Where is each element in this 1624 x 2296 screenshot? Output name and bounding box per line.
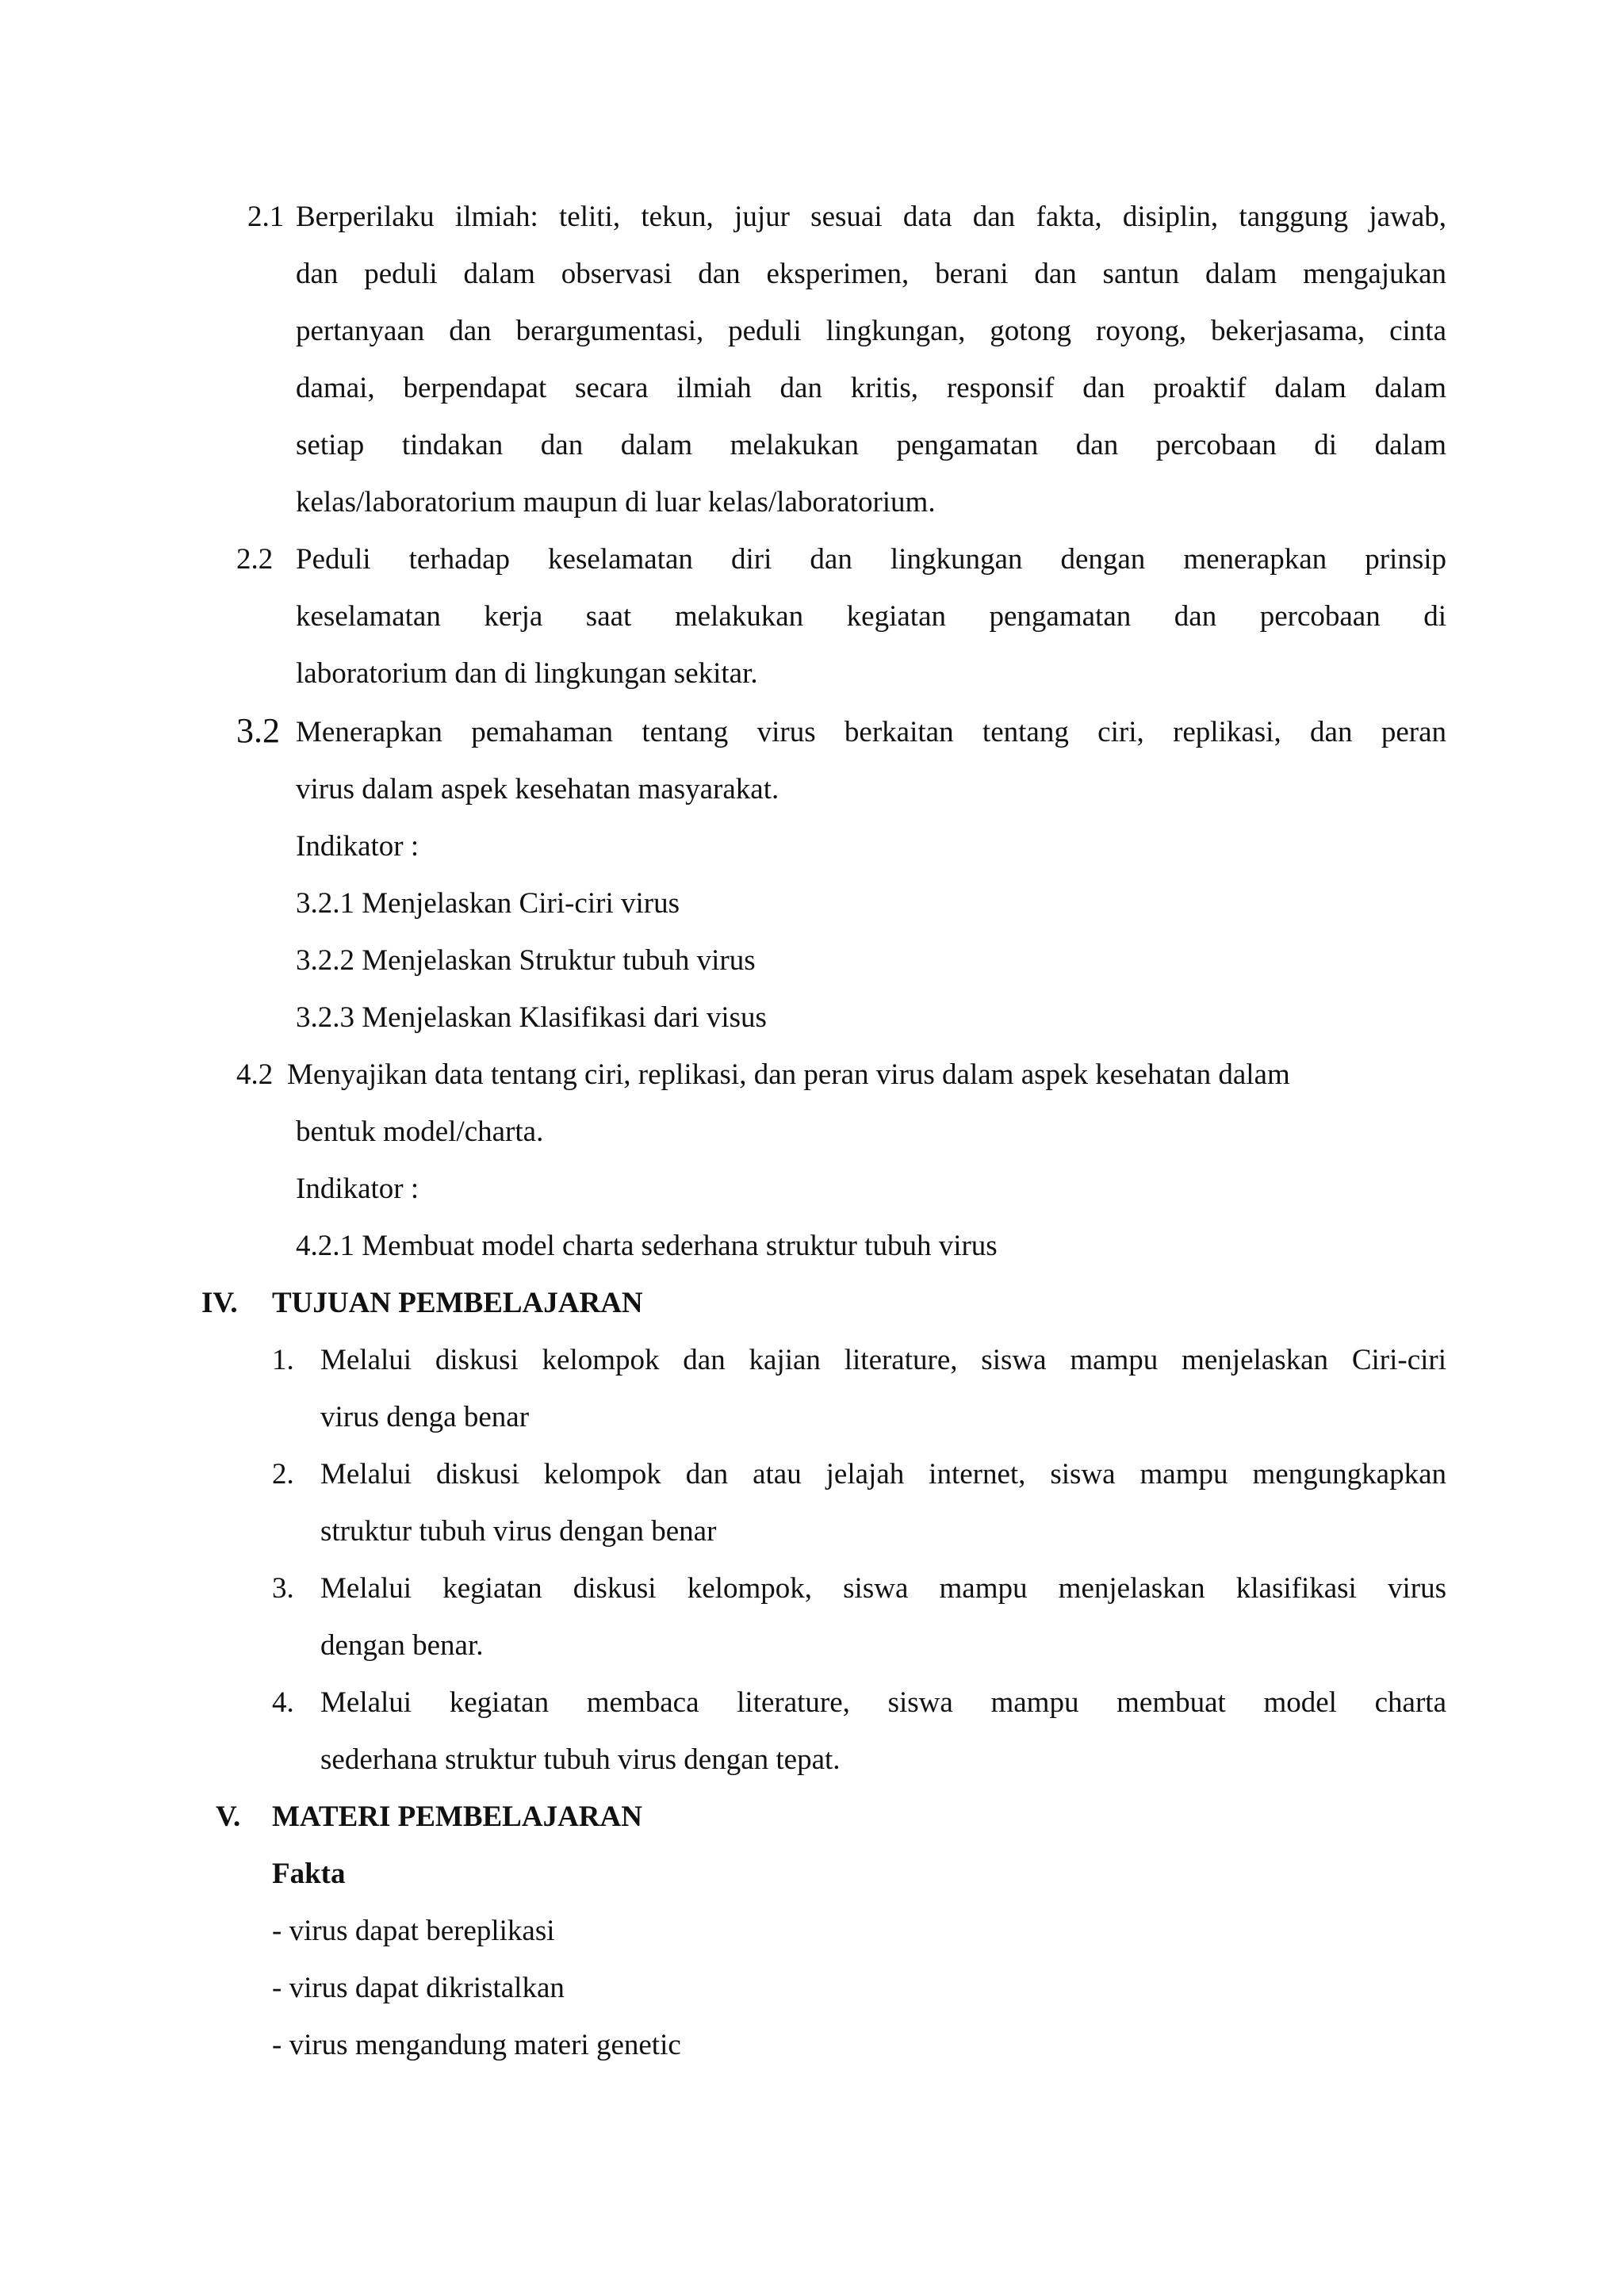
kd-4-2-line-1: Menyajikan data tentang ciri, replikasi, dan peran virus dalam aspek kesehatan dalam xyxy=(287,1058,1290,1091)
kd-2-2-line-2: keselamatan kerja saat melakukan kegiatan pengamatan dan percobaan di xyxy=(296,600,1446,633)
tujuan-item-4-line-2: sederhana struktur tubuh virus dengan tepat. xyxy=(320,1743,841,1776)
kd-4-2-indikator: Indikator : xyxy=(296,1173,419,1205)
tujuan-item-2-line-1: Melalui diskusi kelompok dan atau jelajah internet, siswa mampu mengungkapkan xyxy=(320,1458,1446,1490)
kd-4-2-line-2: bentuk model/charta. xyxy=(296,1115,544,1148)
fakta-item-1: - virus dapat bereplikasi xyxy=(272,1915,555,1947)
fakta-item-2: - virus dapat dikristalkan xyxy=(272,1972,565,2004)
kd-2-2-line-3: laboratorium dan di lingkungan sekitar. xyxy=(296,657,758,690)
tujuan-item-1-line-1: Melalui diskusi kelompok dan kajian literature, siswa mampu menjelaskan Ciri-ciri xyxy=(320,1344,1446,1376)
fakta-item-3: - virus mengandung materi genetic xyxy=(272,2029,681,2061)
kd-3-2-line-2: virus dalam aspek kesehatan masyarakat. xyxy=(296,773,779,806)
kd-2-1-line-5: setiap tindakan dan dalam melakukan pengamatan dan percobaan di dalam xyxy=(296,429,1446,461)
kd-3-2-number: 3.2 xyxy=(236,711,280,750)
section-v-heading: MATERI PEMBELAJARAN xyxy=(272,1800,642,1833)
tujuan-item-4-number: 4. xyxy=(272,1686,294,1719)
fakta-label: Fakta xyxy=(272,1858,346,1890)
section-iv-numeral: IV. xyxy=(201,1287,238,1319)
kd-2-2-line-1: Peduli terhadap keselamatan diri dan lingkungan dengan menerapkan prinsip xyxy=(296,543,1446,576)
kd-4-2-indikator-1: 4.2.1 Membuat model charta sederhana struktur tubuh virus xyxy=(296,1230,998,1262)
kd-4-2-number: 4.2 xyxy=(236,1058,274,1091)
kd-2-1-line-6: kelas/laboratorium maupun di luar kelas/laboratorium. xyxy=(296,486,936,519)
kd-3-2-line-1: Menerapkan pemahaman tentang virus berkaitan tentang ciri, replikasi, dan peran xyxy=(296,716,1446,748)
kd-2-1-line-3: pertanyaan dan berargumentasi, peduli lingkungan, gotong royong, bekerjasama, cinta xyxy=(296,315,1446,347)
kd-2-2-number: 2.2 xyxy=(236,543,274,576)
tujuan-item-3-line-1: Melalui kegiatan diskusi kelompok, siswa mampu menjelaskan klasifikasi virus xyxy=(320,1572,1446,1605)
kd-3-2-indikator: Indikator : xyxy=(296,830,419,863)
kd-2-1-line-2: dan peduli dalam observasi dan eksperimen, berani dan santun dalam mengajukan xyxy=(296,258,1446,290)
tujuan-item-1-number: 1. xyxy=(272,1344,294,1376)
kd-2-1-number: 2.1 xyxy=(247,201,285,233)
tujuan-item-3-line-2: dengan benar. xyxy=(320,1629,484,1662)
kd-3-2-indikator-3: 3.2.3 Menjelaskan Klasifikasi dari visus xyxy=(296,1001,767,1034)
section-v-numeral: V. xyxy=(216,1800,241,1833)
tujuan-item-1-line-2: virus denga benar xyxy=(320,1401,530,1433)
tujuan-item-2-line-2: struktur tubuh virus dengan benar xyxy=(320,1515,717,1548)
kd-3-2-indikator-2: 3.2.2 Menjelaskan Struktur tubuh virus xyxy=(296,944,756,977)
tujuan-item-4-line-1: Melalui kegiatan membaca literature, siswa mampu membuat model charta xyxy=(320,1686,1446,1719)
tujuan-item-3-number: 3. xyxy=(272,1572,294,1605)
kd-2-1-line-4: damai, berpendapat secara ilmiah dan kritis, responsif dan proaktif dalam dalam xyxy=(296,372,1446,404)
kd-3-2-indikator-1: 3.2.1 Menjelaskan Ciri-ciri virus xyxy=(296,887,680,920)
tujuan-item-2-number: 2. xyxy=(272,1458,294,1490)
section-iv-heading: TUJUAN PEMBELAJARAN xyxy=(272,1287,643,1319)
kd-2-1-line-1: Berperilaku ilmiah: teliti, tekun, jujur sesuai data dan fakta, disiplin, tanggung jawab, xyxy=(296,201,1446,233)
